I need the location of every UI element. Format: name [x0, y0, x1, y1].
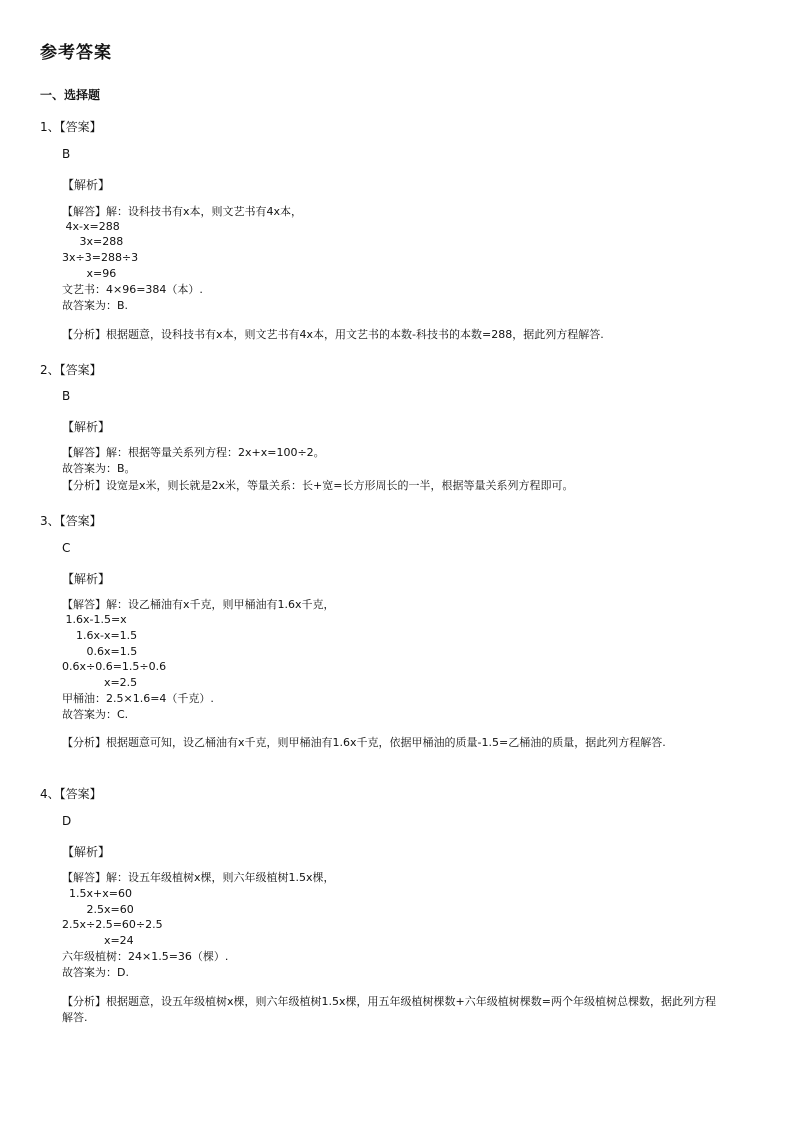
question-1-solution-line: 3x÷3=288÷3 [62, 251, 139, 264]
question-2-solution-line: 故答案为：B。 [62, 462, 136, 475]
question-1-heading [40, 118, 102, 135]
answer-label: 【答案】 [59, 514, 102, 528]
question-4-solution-line: 六年级植树：24×1.5=36（棵）. [62, 950, 229, 963]
question-3-solution-line: 甲桶油：2.5×1.6=4（千克）. [62, 692, 214, 705]
question-4-solution-line: 故答案为：D. [62, 966, 129, 979]
question-4-analysis: 【分析】根据题意，设五年级植树x棵，则六年级植树1.5x棵，用五年级植树棵数+六年级植树棵数=两个年级植树总棵数，据此列方程解答. [62, 995, 716, 1024]
question-4-solution-line: 【解答】解：设五年级植树x棵，则六年级植树1.5x棵， [62, 871, 335, 884]
question-3-solution-line: 故答案为：C. [62, 708, 129, 721]
question-1-solution-line: 文艺书：4×96=384（本）. [62, 283, 203, 296]
question-number: 3、 [40, 514, 60, 528]
question-1-analysis-label: 【解析】 [62, 178, 111, 192]
question-3-solution-line: 0.6x=1.5 [62, 645, 138, 658]
question-number: 1、 [40, 120, 60, 134]
question-2-heading [40, 361, 102, 378]
question-1-analysis: 【分析】根据题意，设科技书有x本，则文艺书有4x本，用文艺书的本数-科技书的本数=288，据此列方程解答. [62, 328, 604, 341]
question-3-solution-line: 1.6x-x=1.5 [62, 629, 138, 642]
question-1-solution-line: 【解答】解：设科技书有x本，则文艺书有4x本， [62, 205, 303, 218]
answer-label: 【答案】 [59, 787, 102, 801]
question-3-analysis-label: 【解析】 [62, 572, 111, 586]
answer-label: 【答案】 [59, 120, 102, 134]
question-3-heading [40, 512, 102, 529]
question-3-solution-line: 0.6x÷0.6=1.5÷0.6 [62, 660, 167, 673]
question-number: 2、 [40, 363, 60, 377]
question-4-solution-line: 2.5x÷2.5=60÷2.5 [62, 918, 163, 931]
question-4-solution-line: x=24 [62, 934, 134, 947]
question-1-answer: B [62, 147, 71, 161]
question-4-solution-line: 2.5x=60 [62, 903, 134, 916]
question-4-heading [40, 785, 102, 802]
question-1-solution-line: 4x-x=288 [62, 220, 120, 233]
question-4-analysis-label: 【解析】 [62, 845, 111, 859]
question-2-analysis: 【分析】设宽是x米，则长就是2x米，等量关系：长+宽=长方形周长的一半，根据等量关系列方程即可。 [62, 479, 574, 492]
question-1-solution-line: 3x=288 [62, 235, 124, 248]
question-2-analysis-label: 【解析】 [62, 420, 111, 434]
question-4-answer: D [62, 814, 72, 828]
question-3-analysis: 【分析】根据题意可知，设乙桶油有x千克，则甲桶油有1.6x千克，依据甲桶油的质量-1.5=乙桶油的质量，据此列方程解答. [62, 736, 666, 749]
answer-label: 【答案】 [59, 363, 102, 377]
question-4-solution-line: 1.5x+x=60 [62, 887, 132, 900]
question-2-solution-line: 【解答】解：根据等量关系列方程：2x+x=100÷2。 [62, 446, 325, 459]
question-3-answer: C [62, 541, 71, 555]
question-number: 4、 [40, 787, 60, 801]
question-3-solution-line: 【解答】解：设乙桶油有x千克，则甲桶油有1.6x千克， [62, 598, 335, 611]
question-2-answer: B [62, 389, 71, 403]
question-1-solution-line: x=96 [62, 267, 117, 280]
question-1-solution-line: 故答案为：B. [62, 299, 129, 312]
page-title: 参考答案 [40, 43, 112, 63]
section-heading: 一、选择题 [40, 88, 101, 102]
question-3-solution-line: 1.6x-1.5=x [62, 613, 127, 626]
question-3-solution-line: x=2.5 [62, 676, 138, 689]
